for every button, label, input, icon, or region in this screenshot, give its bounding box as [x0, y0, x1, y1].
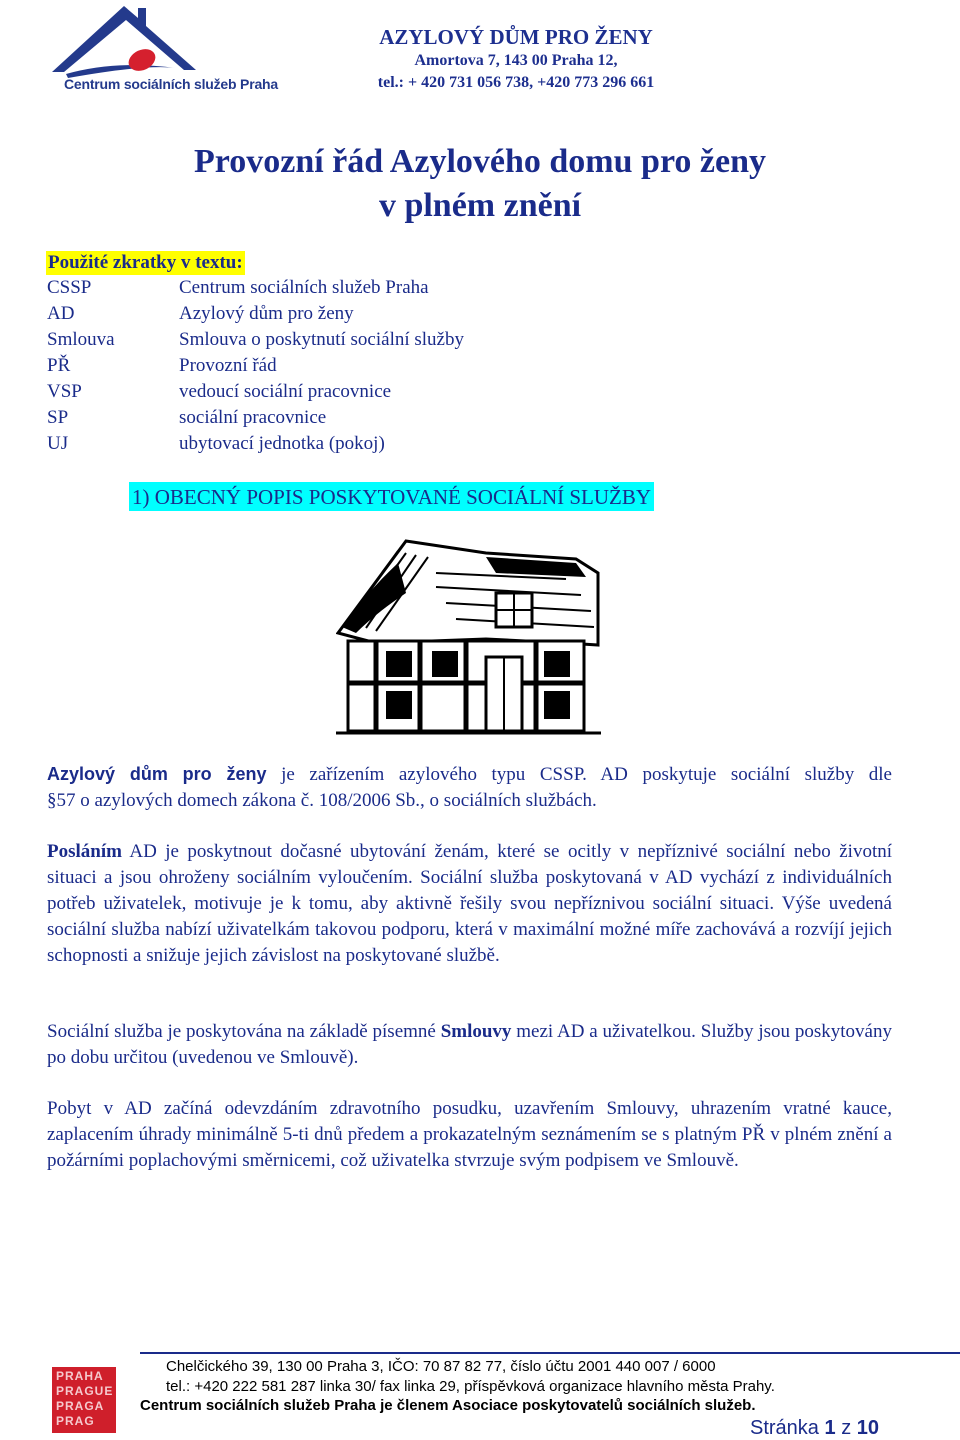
footer-address: Chelčického 39, 130 00 Praha 3, IČO: 70 87 82 77, číslo účtu 2001 440 007 / 6000 — [166, 1358, 716, 1375]
title-line-2: v plném znění — [378, 187, 582, 224]
page-label: Stránka — [750, 1417, 819, 1439]
footer-contact: tel.: +420 222 581 287 linka 30/ fax linka 29, příspěvková organizace hlavního města Prahy. — [166, 1378, 775, 1395]
page-number — [750, 1417, 879, 1440]
abbreviation-value: Centrum sociálních služeb Praha — [179, 277, 429, 298]
house-illustration — [336, 533, 601, 736]
org-phone: tel.: + 420 731 056 738, +420 773 296 661 — [377, 74, 655, 91]
bold-term: Posláním — [47, 841, 122, 862]
praha-logo-line: PRAG — [56, 1414, 95, 1428]
praha-city-logo — [52, 1367, 116, 1433]
document-title — [0, 140, 960, 228]
paragraph-mission — [47, 839, 892, 969]
abbreviation-row — [47, 328, 464, 352]
logo-caption: Centrum sociálních služeb Praha — [64, 76, 278, 92]
org-address: Amortova 7, 143 00 Praha 12, — [414, 52, 618, 69]
abbreviation-row — [47, 302, 354, 326]
text-span: mezi AD a uživatelkou. Služby jsou poskytovány po dobu určitou (uvedenou ve Smlouvě). — [47, 1021, 892, 1068]
paragraph-line: §57 o azylových domech zákona č. 108/2006 Sb., o sociálních službách. — [47, 790, 597, 811]
paragraph-stay: Pobyt v AD začíná odevzdáním zdravotního posudku, uzavřením Smlouvy, uhrazením vratné kauce, zaplacením úhrady minimálně 5-ti dnů předem a prokazatelným seznámením se s platným PŘ v plném znění a požárními poplachovými směrnicemi, což uživatelka stvrzuje svým podpisem ve Smlouvě. — [47, 1098, 892, 1171]
abbreviation-value: vedoucí sociální pracovnice — [179, 381, 392, 402]
abbreviation-value: Smlouva o poskytnutí sociální služby — [179, 329, 464, 350]
praha-logo-line: PRAGA — [56, 1399, 105, 1413]
text-span: Sociální služba je poskytována na základě písemné — [47, 1021, 441, 1042]
abbreviation-value: Azylový dům pro ženy — [179, 303, 354, 324]
org-name: AZYLOVÝ DŮM PRO ŽENY — [379, 25, 653, 49]
paragraph-line — [47, 761, 892, 788]
abbreviation-key: SP — [47, 407, 69, 428]
house-icon — [336, 533, 601, 736]
text-span: je zařízením azylového typu CSSP. AD poskytuje sociální služby dle — [266, 764, 892, 785]
abbreviation-value: sociální pracovnice — [179, 407, 327, 428]
abbreviation-key: VSP — [47, 381, 82, 402]
footer-membership: Centrum sociálních služeb Praha je členem Asociace poskytovatelů sociálních služeb. — [140, 1397, 756, 1414]
abbreviation-key: Smlouva — [47, 329, 115, 350]
page-total: 10 — [856, 1417, 879, 1439]
abbreviation-row — [47, 432, 385, 456]
praha-logo-line: PRAGUE — [56, 1384, 114, 1398]
section-heading: 1) OBECNÝ POPIS POSKYTOVANÉ SOCIÁLNÍ SLUŽBY — [129, 482, 654, 511]
abbreviation-row — [47, 380, 391, 404]
page-current: 1 — [824, 1417, 836, 1439]
paragraph-contract — [47, 1019, 892, 1071]
abbreviation-key: CSSP — [47, 277, 92, 298]
page-separator: z — [841, 1417, 852, 1439]
abbreviation-row — [47, 406, 326, 430]
abbreviation-key: UJ — [47, 433, 69, 454]
text-span: AD je poskytnout dočasné ubytování ženám, které se ocitly v nepříznivé sociální nebo životní situaci a jsou ohroženy sociálním vyloučením. Sociální služba poskytovaná v AD vychází z individuálních potřeb uživatelek, motivuje je k tomu, aby aktivně řešily svou nepříznivou sociální situaci. Výše uvedená sociální služba nabízí uživatelkám takovou podporu, která v maximální možné míře zachovává a rozvíjí jejich schopnosti a snižuje jejich závislost na poskytované službě. — [47, 841, 892, 966]
header-contact-block — [300, 24, 732, 94]
praha-logo-line: PRAHA — [56, 1369, 104, 1383]
paragraph-intro — [47, 761, 892, 814]
bold-term: Smlouvy — [440, 1021, 512, 1042]
abbreviation-row — [47, 354, 277, 378]
abbreviations-heading: Použité zkratky v textu: — [48, 252, 243, 273]
abbreviation-row — [47, 276, 429, 300]
abbreviation-key: PŘ — [47, 355, 71, 376]
footer-divider — [140, 1352, 960, 1354]
abbreviation-value: ubytovací jednotka (pokoj) — [179, 433, 385, 454]
title-line-1: Provozní řád Azylového domu pro ženy — [193, 143, 767, 180]
abbreviation-value: Provozní řád — [179, 355, 277, 376]
bold-term: Azylový dům pro ženy — [47, 764, 267, 784]
abbreviation-key: AD — [47, 303, 75, 324]
